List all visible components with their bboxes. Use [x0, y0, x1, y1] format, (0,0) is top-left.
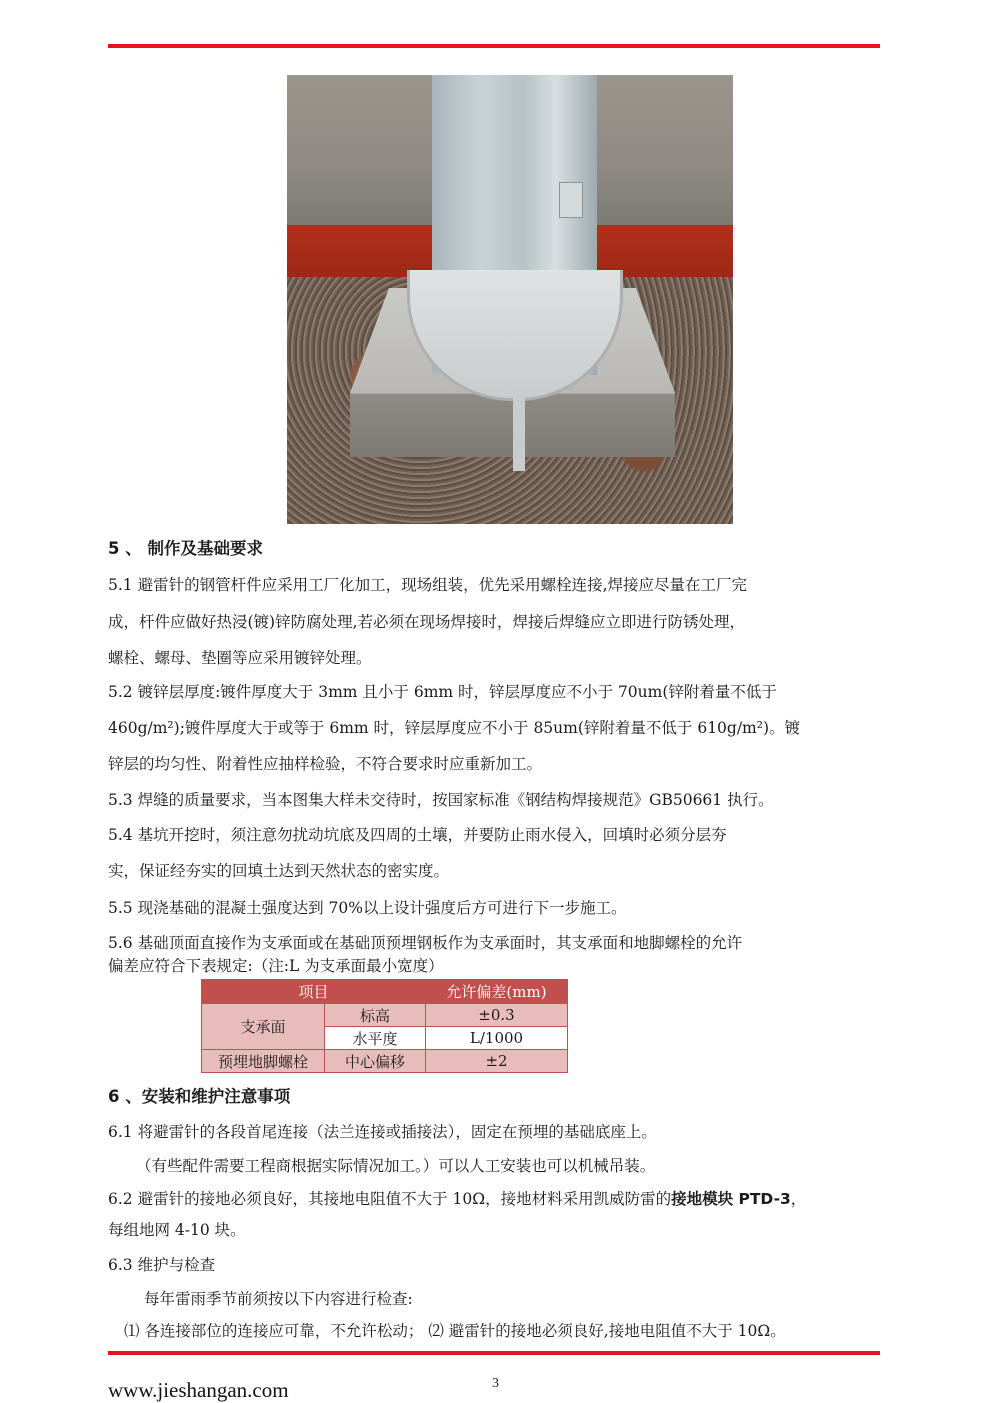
table-header-tolerance: 允许偏差(mm): [426, 980, 568, 1004]
para-6-1: 6.1 将避雷针的各段首尾连接（法兰连接或插接法），固定在预埋的基础底座上。: [108, 1123, 657, 1141]
tolerance-table: [201, 979, 568, 1073]
para-5-1-line2: 成，杆件应做好热浸(镀)锌防腐处理,若必须在现场焊接时，焊接后焊缝应立即进行防锈处理，: [108, 613, 746, 631]
section-5-heading: 5 、 制作及基础要求: [108, 539, 263, 558]
para-5-1-line3: 螺栓、螺母、垫圈等应采用镀锌处理。: [108, 649, 372, 667]
header-rule: [108, 44, 880, 48]
pole-base-photo: [287, 75, 733, 524]
para-5-2-line2: 460g/m²);镀件厚度大于或等于 6mm 时，锌层厚度应不小于 85um(锌附着量不低于 610g/m²)。镀: [108, 719, 801, 737]
para-6-2-comma: ，: [790, 1190, 807, 1208]
para-5-6-line1: 5.6 基础顶面直接作为支承面或在基础顶预埋钢板作为支承面时，其支承面和地脚螺栓的允许: [108, 934, 743, 952]
section-6-heading: 6 、安装和维护注意事项: [108, 1087, 291, 1106]
para-6-1-note: （有些配件需要工程商根据实际情况加工。）可以人工安装也可以机械吊装。: [136, 1157, 656, 1175]
para-5-3: 5.3 焊缝的质量要求，当本图集大样未交待时，按国家标准《钢结构焊接规范》GB50661 执行。: [108, 791, 774, 809]
para-5-2-line1: 5.2 镀锌层厚度:镀件厚度大于 3mm 且小于 6mm 时，锌层厚度应不小于 70um(锌附着量不低于: [108, 683, 777, 701]
para-6-2-product: 接地模块 PTD-3: [671, 1190, 791, 1208]
para-6-2-line2: 每组地网 4-10 块。: [108, 1221, 246, 1239]
para-5-4-line1: 5.4 基坑开挖时，须注意勿扰动坑底及四周的土壤，并要防止雨水侵入，回填时必须分层夯: [108, 826, 727, 844]
table-cell-item: 水平度: [325, 1027, 426, 1050]
table-row: [202, 1050, 568, 1073]
footer-website: www.jieshangan.com: [108, 1378, 289, 1402]
para-5-4-line2: 实，保证经夯实的回填土达到天然状态的密实度。: [108, 862, 450, 880]
table-header-row: [202, 980, 568, 1004]
table-header-item: 项目: [202, 980, 426, 1004]
para-5-6-line2: 偏差应符合下表规定:（注:L 为支承面最小宽度）: [108, 957, 444, 975]
footer-rule: [108, 1351, 880, 1355]
table-cell-item: 标高: [325, 1004, 426, 1027]
para-6-3-items: ⑴ 各连接部位的连接应可靠，不允许松动； ⑵ 避雷针的接地必须良好,接地电阻值不大于 10Ω。: [124, 1322, 786, 1340]
table-row: [202, 1004, 568, 1027]
table-cell-group: 支承面: [202, 1004, 325, 1050]
table-cell-group: 预埋地脚螺栓: [202, 1050, 325, 1073]
para-5-1-line1: 5.1 避雷针的钢管杆件应采用工厂化加工，现场组装，优先采用螺栓连接,焊接应尽量在工厂完: [108, 576, 748, 594]
para-6-2-text: 6.2 避雷针的接地必须良好，其接地电阻值不大于 10Ω，接地材料采用凯威防雷的: [108, 1190, 672, 1208]
table-cell-value: L/1000: [426, 1027, 568, 1050]
photo-ground-strap: [513, 393, 525, 471]
photo-ground-tab: [559, 182, 583, 218]
para-6-3-heading: 6.3 维护与检查: [108, 1256, 216, 1274]
para-5-5: 5.5 现浇基础的混凝土强度达到 70%以上设计强度后方可进行下一步施工。: [108, 899, 627, 917]
para-6-3-intro: 每年雷雨季节前须按以下内容进行检查:: [144, 1290, 413, 1308]
table-cell-item: 中心偏移: [325, 1050, 426, 1073]
para-5-2-line3: 锌层的均匀性、附着性应抽样检验，不符合要求时应重新加工。: [108, 755, 543, 773]
table-cell-value: ±0.3: [426, 1004, 568, 1027]
page-number: 3: [492, 1376, 499, 1391]
para-6-2-line1: [108, 1190, 806, 1208]
table-cell-value: ±2: [426, 1050, 568, 1073]
